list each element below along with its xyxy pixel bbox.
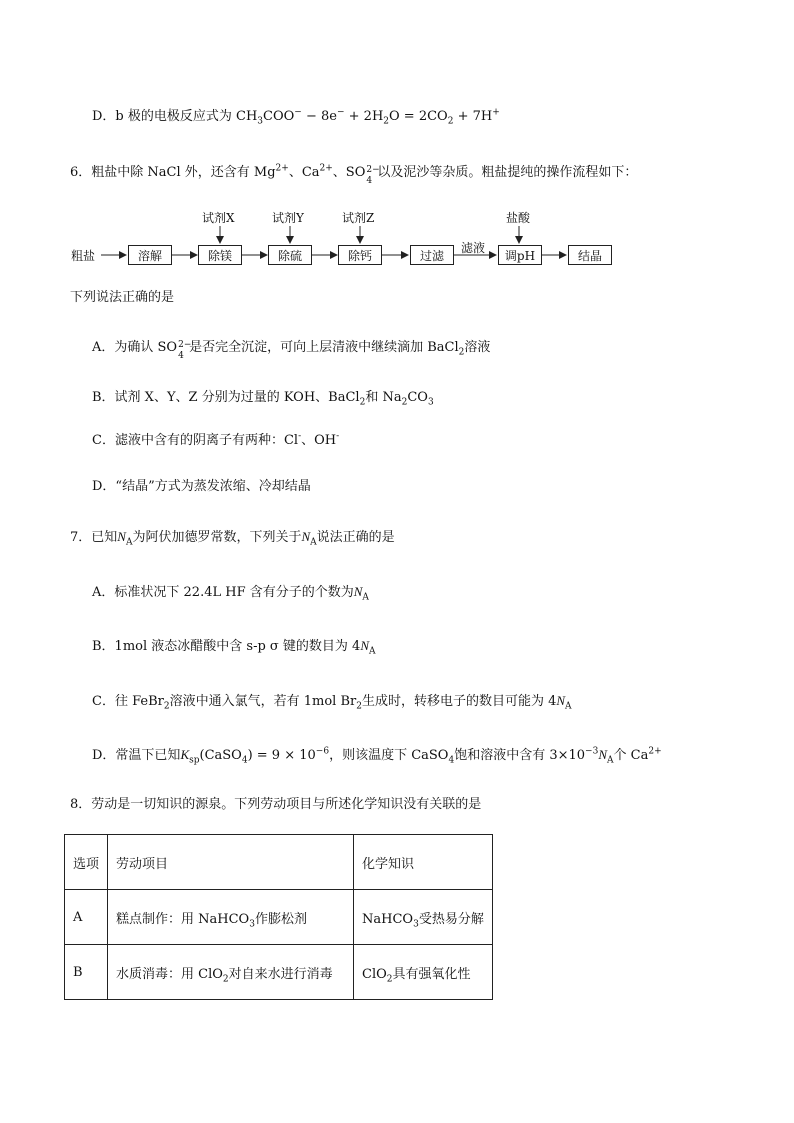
q6-c-sup2: - [336, 431, 340, 442]
q6-a-post: 是否完全沉淀，可向上层清液中继续滴加 BaCl [189, 340, 459, 355]
q7-na-sub-2: A [310, 537, 317, 548]
q6-a-pre: A．为确认 SO [92, 340, 178, 355]
row-a-knowledge [354, 890, 493, 945]
flow-reagent-y: 试剂Y [272, 211, 304, 225]
q6-ca: 、Ca [288, 165, 320, 180]
q6-option-d: D．“结晶”方式为蒸发浓缩、冷却结晶 [92, 479, 311, 494]
q7-na-sub-1: A [125, 537, 133, 548]
row-a-know-pre: NaHCO [362, 911, 414, 927]
q7-stem [70, 528, 395, 547]
q6-so4: 、SO [332, 165, 366, 180]
header-option: 选项 [65, 835, 108, 890]
flow-step-remove-ca: 除钙 [338, 245, 382, 265]
q6-stem-b: 以及泥沙等杂质。粗盐提纯的操作流程如下： [377, 165, 638, 180]
q6-so4-sup: 2− [366, 165, 380, 175]
row-a-option: A [65, 890, 108, 945]
q7-na-1: N [117, 529, 126, 544]
row-b-item-sub: 2 [222, 974, 229, 985]
row-a-know-sub: 3 [413, 919, 419, 930]
q6-b-co: CO [407, 390, 428, 405]
q7-d-exp2: −3 [585, 746, 599, 757]
q7-option-a [92, 583, 369, 602]
q7-d-na: N [598, 747, 607, 762]
q6-a-tail: 溶液 [464, 340, 491, 355]
q6-b-sub2: 2 [401, 397, 408, 408]
q5-d-sub-3: 3 [257, 116, 264, 127]
table-row [65, 945, 493, 1000]
q7-na-2: N [301, 529, 311, 544]
q7-a-na: N [353, 584, 363, 599]
q6-b-mid: 和 Na [365, 390, 402, 405]
q7-d-ca-sup: 2+ [648, 746, 662, 757]
row-b-know-post: 具有强氧化性 [392, 966, 471, 982]
q7-stem-c: 说法正确的是 [316, 530, 395, 545]
q7-d-tail: 个 Ca [613, 748, 649, 763]
table-row [65, 890, 493, 945]
q5-d-eq: O = 2CO [389, 109, 448, 124]
row-a-item-pre: 糕点制作：用 NaHCO [116, 911, 250, 927]
row-b-knowledge [354, 945, 493, 1000]
q6-c-sup1: - [298, 431, 302, 442]
row-a-item [108, 890, 354, 945]
table-header-row [65, 835, 493, 890]
row-a-item-sub: 3 [249, 919, 255, 930]
q5-d-coo: COO [263, 109, 295, 124]
q7-d-k: K [180, 747, 190, 762]
q5-d-2h: + 2H [344, 109, 384, 124]
row-b-item-pre: 水质消毒：用 ClO [116, 966, 223, 982]
q6-so4-sub: 4 [366, 176, 373, 186]
q7-c-post: 生成时，转移电子的数目可能为 4 [361, 694, 557, 709]
q7-d-exp: −6 [315, 746, 330, 757]
q7-b-text: B．1mol 液态冰醋酸中含 s-p σ 键的数目为 4 [92, 639, 361, 654]
flow-step-filter: 过滤 [410, 245, 454, 265]
q6-option-b [92, 389, 434, 407]
q6-c-text: C．滤液中含有的阴离子有两种：Cl [92, 433, 299, 448]
q6-option-c [92, 432, 339, 450]
q7-c-na: N [556, 693, 566, 708]
q5-d-e-minus: − [336, 107, 345, 118]
q7-option-c [92, 692, 572, 711]
row-b-know-pre: ClO [362, 966, 387, 982]
q8-table [64, 834, 493, 1000]
q5-d-sub-2b: 2 [447, 116, 454, 127]
q6-a-sup: 2− [178, 340, 192, 350]
q5-d-plus: + [492, 107, 500, 118]
row-b-know-sub: 2 [386, 974, 393, 985]
flow-start-label: 粗盐 [71, 249, 96, 263]
q7-d-mid-sub: 4 [448, 755, 455, 766]
q7-d-na-sub: A [607, 755, 614, 766]
row-b-item-post: 对自来水进行消毒 [228, 966, 333, 982]
q5-d-minus: − [294, 107, 302, 118]
q7-d-mid: ，则该温度下 CaSO [329, 748, 449, 763]
q7-d-mid2: 饱和溶液中含有 3×10 [454, 748, 586, 763]
q6-a-sub: 4 [178, 351, 184, 361]
q5-d-prefix: D．b 极的电极反应式为 CH [92, 109, 258, 124]
q5-d-sub-2a: 2 [383, 116, 390, 127]
q7-option-b [92, 637, 376, 656]
q6-ca-charge: 2+ [319, 163, 333, 174]
q7-d-expr-sub: 4 [241, 755, 248, 766]
q7-d-pre: D．常温下已知 [92, 748, 181, 763]
q7-c-mid: 溶液中通入氯气，若有 1mol Br [169, 694, 357, 709]
q5-d-8e: − 8e [301, 109, 337, 124]
q8-stem: 8．劳动是一切知识的源泉。下列劳动项目与所述化学知识没有关联的是 [70, 797, 482, 812]
q7-c-pre: C．往 FeBr [92, 694, 164, 709]
flow-step-crystallize: 结晶 [568, 245, 612, 265]
q7-b-na-sub: A [369, 646, 376, 657]
q6-b-sub3: 3 [427, 397, 434, 408]
q6-stem-a: 6．粗盐中除 NaCl 外，还含有 Mg [70, 165, 276, 180]
q7-c-na-sub: A [565, 701, 572, 712]
flow-reagent-x: 试剂X [202, 211, 235, 225]
q7-option-d [92, 746, 662, 765]
q6-a-sub2: 2 [458, 347, 465, 358]
flow-reagent-z: 试剂Z [342, 211, 375, 225]
row-b-item [108, 945, 354, 1000]
q7-c-sub: 2 [163, 701, 170, 712]
row-b-option: B [65, 945, 108, 1000]
q7-stem-a: 7．已知 [70, 530, 118, 545]
row-a-item-post: 作膨松剂 [254, 911, 307, 927]
q7-a-text: A．标准状况下 22.4L HF 含有分子的个数为 [92, 585, 354, 600]
flow-step-adjust-ph: 调pH [498, 245, 542, 265]
q6-mg-charge: 2+ [275, 163, 289, 174]
header-chem-knowledge: 化学知识 [354, 835, 493, 890]
flow-arrows [0, 0, 794, 300]
flow-reagent-hcl: 盐酸 [506, 211, 531, 225]
q7-d-expr: (CaSO [199, 748, 242, 763]
header-labor-item: 劳动项目 [108, 835, 354, 890]
q7-d-ksub: sp [189, 755, 200, 766]
q6-a-so4-index [177, 339, 192, 361]
q6-b-sub: 2 [359, 397, 366, 408]
flow-step-remove-sulfate: 除硫 [268, 245, 312, 265]
q6-b-pre: B．试剂 X、Y、Z 分别为过量的 KOH、BaCl [92, 390, 360, 405]
q7-a-na-sub: A [362, 592, 369, 603]
row-a-know-post: 受热易分解 [418, 911, 484, 927]
flow-filtrate-label: 滤液 [461, 241, 486, 255]
flow-step-dissolve: 溶解 [128, 245, 172, 265]
q6-option-a [92, 339, 491, 361]
q5-d-7h: + 7H [453, 109, 493, 124]
q6-c-mid: 、OH [301, 433, 337, 448]
q7-stem-b: 为阿伏加德罗常数，下列关于 [132, 530, 302, 545]
q7-d-expr2: ) = 9 × 10 [247, 748, 316, 763]
q7-b-na: N [360, 638, 370, 653]
q7-c-sub2: 2 [356, 701, 362, 712]
q6-ask: 下列说法正确的是 [70, 290, 175, 305]
flow-step-remove-mg: 除镁 [198, 245, 242, 265]
